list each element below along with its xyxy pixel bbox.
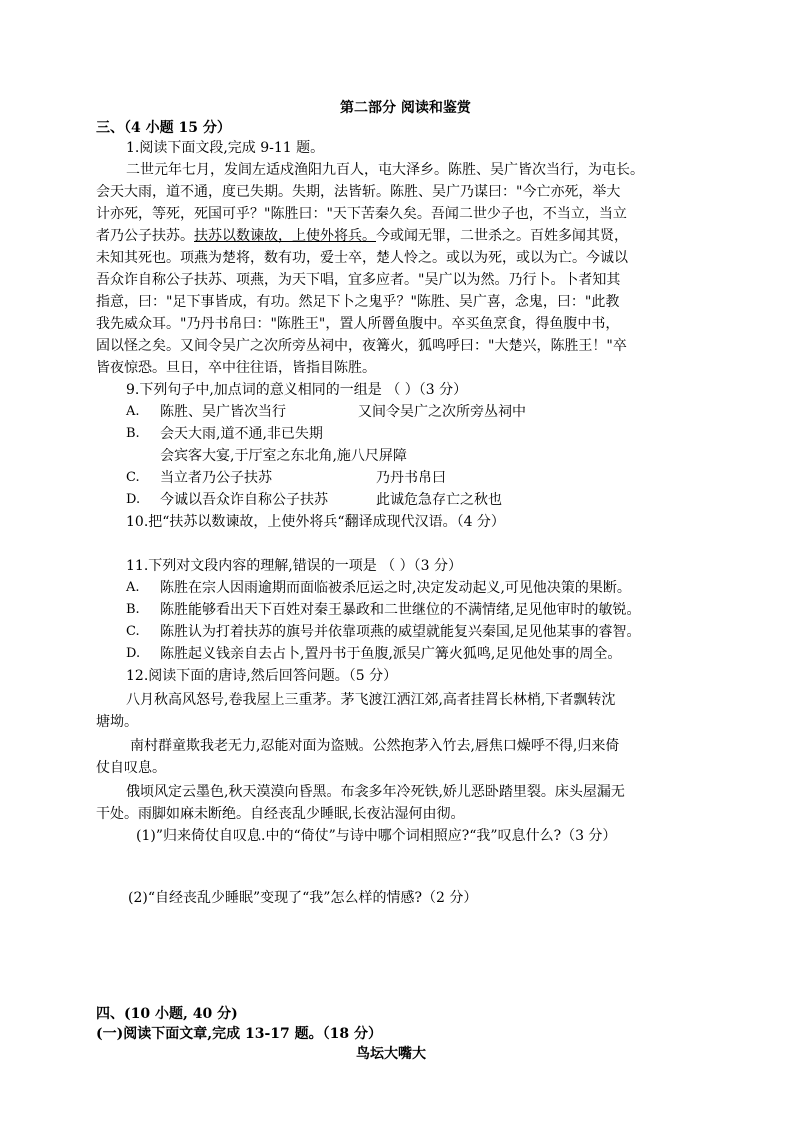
option-b-line-1: 会天大雨,道不通,非已失期 — [160, 426, 323, 442]
option-d-left: 今诚以吾众诈自称公子扶苏 — [160, 492, 328, 508]
passage-line — [96, 226, 628, 246]
poem-line: 干处。雨脚如麻未断绝。自经丧乱少睡眠,长夜沾湿何由彻。 — [96, 806, 465, 822]
poem-line: 俄顷风定云墨色,秋天漠漠向昏黑。布衾多年冷死铁,娇儿恶卧踏里裂。床头屋漏无 — [126, 784, 625, 800]
option-label: A. — [126, 580, 140, 595]
option-a-left: 陈胜、吴广皆次当行 — [160, 404, 286, 420]
option-label: B. — [126, 426, 140, 441]
option-a-right: 又间令吴广之次所旁丛祠中 — [358, 404, 526, 420]
section-4-sub-heading: (一)阅读下面文章,完成 13-17 题。（18 分） — [96, 1026, 383, 1042]
question-12-stem: 12.阅读下面的唐诗,然后回答问题。（5 分） — [126, 668, 398, 684]
article-title: 鸟坛大嘴大 — [356, 1046, 426, 1062]
question-12-sub-1: (1)”归来倚仗自叹息.中的“倚仗”与诗中哪个词相照应?“我”叹息什么?（3 分） — [136, 828, 617, 844]
passage-line: 吾众诈自称公子扶苏、项燕，为天下唱，宜多应者。"吴广以为然。乃行卜。卜者知其 — [96, 272, 621, 288]
question-11-stem: 11.下列对文段内容的理解,错误的一项是 （ ）（3 分） — [126, 558, 462, 574]
question-10: 10.把“扶苏以数谏故，上使外将兵“翻译成现代汉语。（4 分） — [126, 514, 505, 530]
section-4-heading: 四、(10 小题, 40 分) — [96, 1006, 238, 1022]
poem-line: 仗自叹息。 — [96, 760, 166, 776]
section-3-instruction: 1.阅读下面文段,完成 9-11 题。 — [126, 140, 325, 156]
option-c: 陈胜认为打着扶苏的旗号并依靠项燕的威望就能复兴秦国,足见他某事的睿智。 — [160, 624, 641, 640]
option-b-line-2: 会宾客大宴,于厅室之东北角,施八尺屏障 — [160, 448, 407, 464]
poem-line: 八月秋高风怒号,卷我屋上三重茅。茅飞渡江洒江郊,高者挂罥长林梢,下者飘转沈 — [126, 692, 616, 708]
option-d-right: 此诚危急存亡之秋也 — [376, 492, 502, 508]
passage-line: 二世元年七月，发闾左适戍渔阳九百人，屯大泽乡。陈胜、吴广皆次当行，为屯长。 — [126, 162, 644, 178]
question-9-stem: 9.下列句子中,加点词的意义相同的一组是 （ ）（3 分） — [126, 382, 468, 398]
passage-line: 皆夜惊恐。旦日，卒中往往语，皆指目陈胜。 — [96, 360, 376, 376]
option-c-left: 当立者乃公子扶苏 — [160, 470, 272, 486]
section-3-heading: 三、（4 小题 15 分） — [96, 120, 231, 136]
passage-line: 会天大雨，道不通，度已失期。失期，法皆斩。陈胜、吴广乃谋曰："今亡亦死，举大 — [96, 184, 621, 200]
option-c-right: 乃丹书帛曰 — [376, 470, 446, 486]
passage-line: 指意，曰："足下事皆成，有功。然足下卜之鬼乎？"陈胜、吴广喜，念鬼，曰："此教 — [96, 294, 620, 310]
option-label: D. — [126, 492, 141, 507]
option-label: C. — [126, 470, 140, 485]
option-label: A. — [126, 404, 140, 419]
underlined-sentence: 扶苏以数谏故，上使外将兵。 — [194, 228, 376, 244]
option-b: 陈胜能够看出天下百姓对秦王暴政和二世继位的不满情绪,足见他审时的敏锐。 — [160, 602, 641, 618]
passage-text: 者乃公子扶苏。 — [96, 228, 194, 244]
passage-line: 未知其死也。项燕为楚将，数有功，爱士卒，楚人怜之。或以为死，或以为亡。今诚以 — [96, 250, 628, 266]
option-label: D. — [126, 646, 141, 661]
passage-line: 我先威众耳。"乃丹书帛曰："陈胜王"，置人所罾鱼腹中。卒买鱼烹食，得鱼腹中书， — [96, 316, 620, 332]
poem-line: 南村群童欺我老无力,忍能对面为盗贼。公然抱茅入竹去,唇焦口燥呼不得,归来倚 — [130, 738, 620, 754]
option-a: 陈胜在宗人因雨逾期而面临被杀厄运之时,决定发动起义,可见他决策的果断。 — [160, 580, 631, 596]
option-label: B. — [126, 602, 140, 617]
passage-text: 今或闻无罪，二世杀之。百姓多闻其贤， — [376, 228, 628, 244]
poem-line: 塘坳。 — [96, 714, 138, 730]
question-12-sub-2: (2)“自经丧乱少睡眠”变现了“我”怎么样的情感?（2 分） — [128, 890, 478, 906]
part-title: 第二部分 阅读和鉴赏 — [340, 100, 471, 116]
passage-line: 固以怪之矣。又间令吴广之次所旁丛祠中，夜篝火，狐鸣呼曰："大楚兴，陈胜王！"卒 — [96, 338, 627, 354]
option-d: 陈胜起义钱亲自去占卜,置丹书于鱼腹,派吴广篝火狐鸣,足见他处事的周全。 — [160, 646, 622, 662]
passage-line: 计亦死，等死，死国可乎？"陈胜曰："天下苦秦久矣。吾闻二世少子也，不当立，当立 — [96, 206, 627, 222]
option-label: C. — [126, 624, 140, 639]
